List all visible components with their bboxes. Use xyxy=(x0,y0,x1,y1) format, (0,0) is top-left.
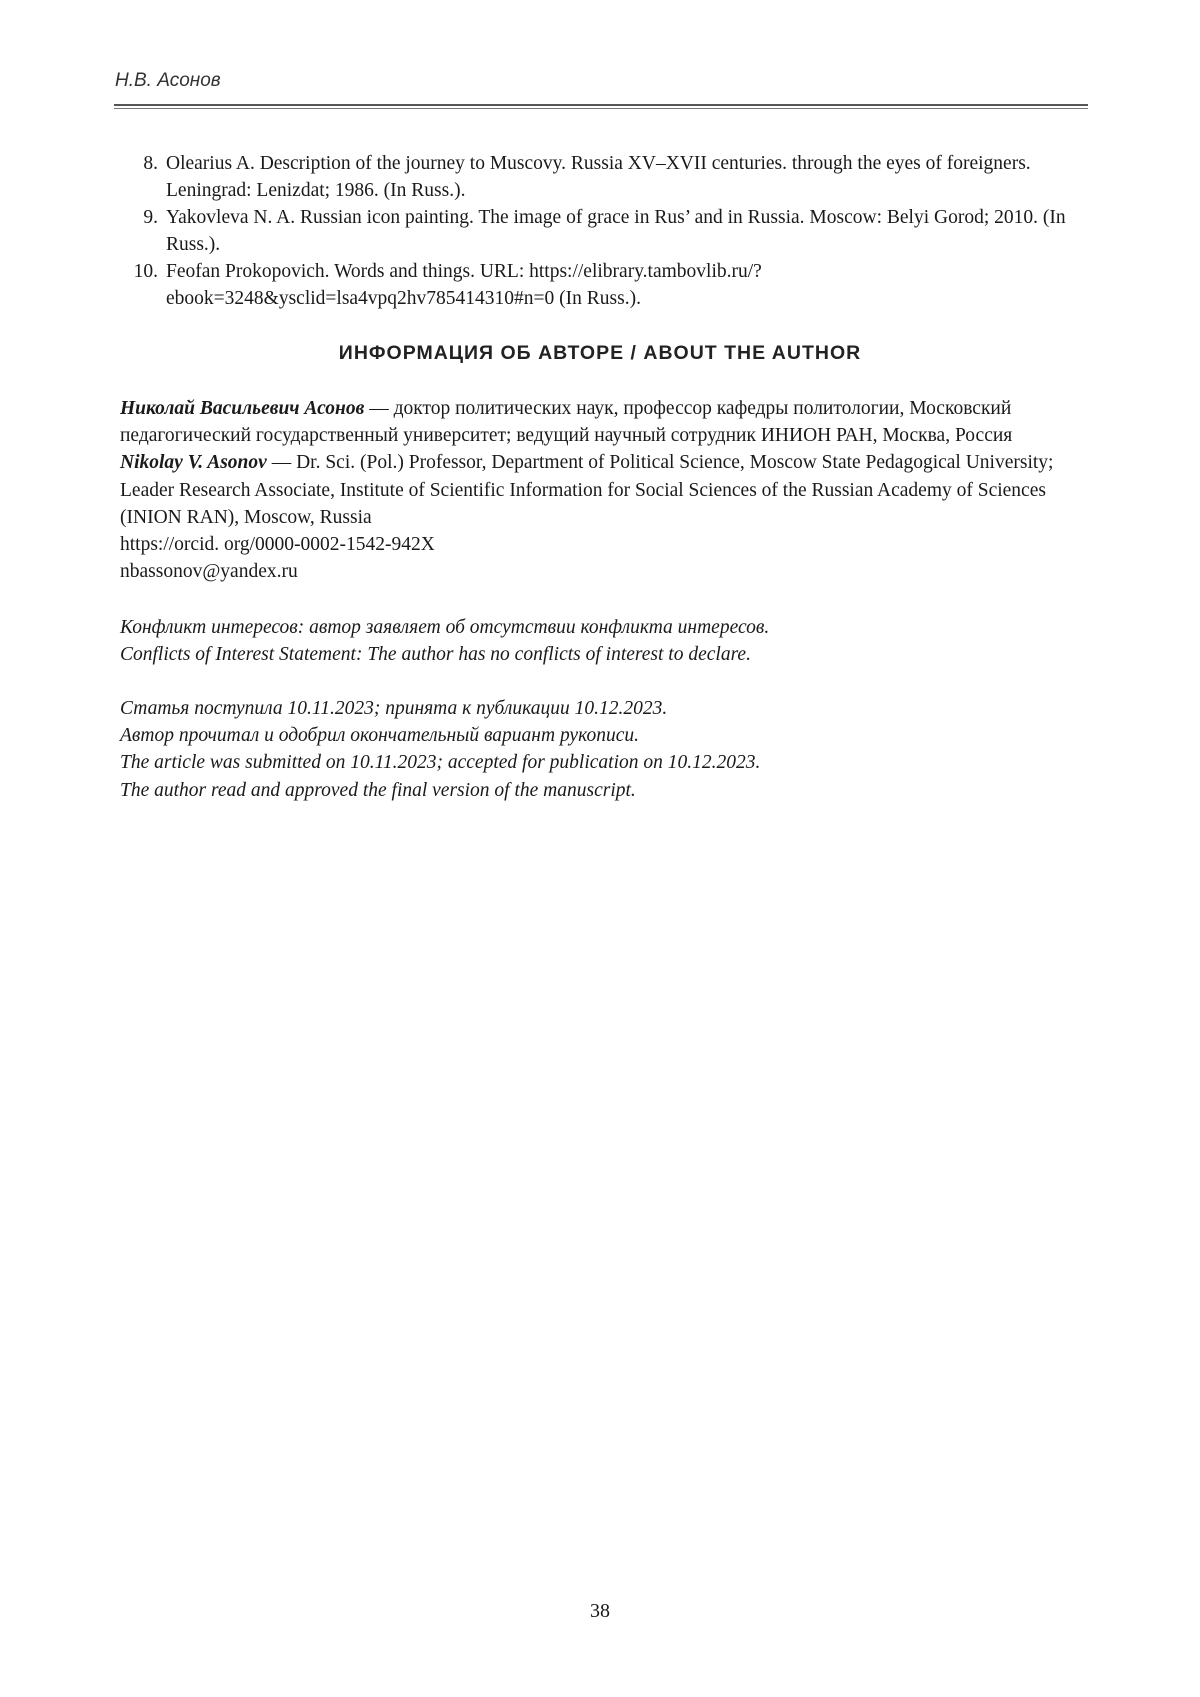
author-email[interactable]: nbassonov@yandex.ru xyxy=(120,558,1090,585)
author-info xyxy=(120,395,1090,585)
author-description-ru: — доктор политических наук, профессор кафедры политологии, Московский педагогический государственный университет; ведущий научный сотрудник ИНИОН РАН, Москва, Россия xyxy=(120,398,1012,446)
section-heading: ИНФОРМАЦИЯ ОБ АВТОРЕ / ABOUT THE AUTHOR xyxy=(0,342,1200,365)
reference-item xyxy=(128,258,1094,312)
author-name-ru: Николай Васильевич Асонов xyxy=(120,398,364,419)
reference-item xyxy=(128,150,1094,204)
reference-number: 8. xyxy=(128,150,158,177)
reference-number: 9. xyxy=(128,204,158,231)
header-rule-thin xyxy=(114,108,1088,109)
author-orcid[interactable]: https://orcid. org/0000-0002-1542-942X xyxy=(120,531,1090,558)
running-head: Н.В. Асонов xyxy=(115,70,221,92)
publication-dates xyxy=(120,695,1090,804)
reference-text: Olearius A. Description of the journey to Muscovy. Russia XV–XVII centuries. through the eyes of foreigners. Leningrad: Lenizdat; 1986. (In Russ.). xyxy=(166,153,1031,201)
reference-list xyxy=(128,150,1094,312)
author-description-en: — Dr. Sci. (Pol.) Professor, Department of Political Science, Moscow State Pedagogical University; Leader Research Associate, Institute of Scientific Information for Social Sciences of the Russian Academy of Sciences (INION RAN), Moscow, Russia xyxy=(120,452,1053,527)
reference-text: Yakovleva N. A. Russian icon painting. The image of grace in Rus’ and in Russia. Moscow: Belyi Gorod; 2010. (In Russ.). xyxy=(166,207,1066,255)
author-bio-en xyxy=(120,449,1090,531)
reference-text: Feofan Prokopovich. Words and things. URL: https://elibrary.tambovlib.ru/?ebook=3248&ysclid=lsa4vpq2hv785414310#n=0 (In Russ.). xyxy=(166,261,762,309)
conflict-en: Conflicts of Interest Statement: The author has no conflicts of interest to declare. xyxy=(120,641,1090,668)
author-bio-ru xyxy=(120,395,1090,449)
dates-en-submitted: The article was submitted on 10.11.2023; accepted for publication on 10.12.2023. xyxy=(120,749,1090,776)
page-number: 38 xyxy=(0,1600,1200,1623)
dates-en-approved: The author read and approved the final version of the manuscript. xyxy=(120,777,1090,804)
reference-item xyxy=(128,204,1094,258)
dates-ru-approved: Автор прочитал и одобрил окончательный вариант рукописи. xyxy=(120,722,1090,749)
author-name-en: Nikolay V. Asonov xyxy=(120,452,267,473)
dates-ru-submitted: Статья поступила 10.11.2023; принята к публикации 10.12.2023. xyxy=(120,695,1090,722)
reference-number: 10. xyxy=(128,258,158,285)
conflict-statements xyxy=(120,614,1090,668)
header-rule xyxy=(114,104,1088,106)
conflict-ru: Конфликт интересов: автор заявляет об отсутствии конфликта интересов. xyxy=(120,614,1090,641)
